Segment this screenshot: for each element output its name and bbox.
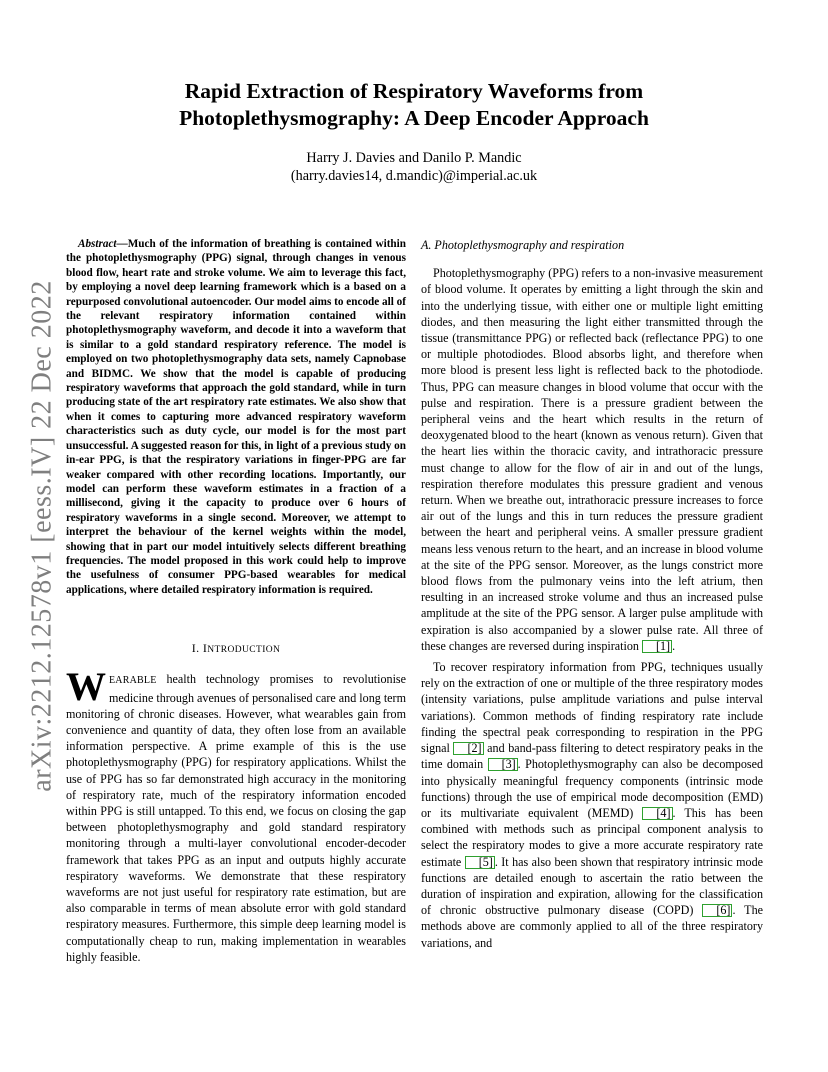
ppg-paragraph-2-part-2: and band-pass filtering to detect respiratory peaks in the time domain [421, 741, 763, 772]
subsection-heading-ppg-respiration: A. Photoplethysmography and respiration [421, 238, 625, 252]
citation-link-2[interactable]: [2] [453, 742, 483, 755]
author-names: Harry J. Davies and Danilo P. Mandic [306, 150, 522, 166]
author-block [60, 149, 768, 185]
citation-link-6[interactable]: [6] [702, 904, 732, 917]
ppg-paragraph-2-part-4: . This has been combined with methods such as principal component analysis to select the respiratory modes to give a more accurate respiratory rate estimate [421, 805, 763, 869]
ppg-paragraph-2 [421, 659, 763, 951]
citation-link-1[interactable]: [1] [642, 640, 672, 653]
abstract [66, 237, 406, 597]
section-heading-introduction [66, 640, 406, 658]
ppg-paragraph-1-end: . [672, 638, 676, 653]
title-line-2: Photoplethysmography: A Deep Encoder Approach [179, 106, 649, 130]
ppg-paragraph-2-part-5: . It has also been shown that respiratory intrinsic mode functions are detailed enough to ascertain the ratio between the duration of inspiration and expiration, allowing for the classification of chronic obstructive pulmonary disease (COPD) [421, 854, 763, 918]
ppg-paragraph-2-part-1: To recover respiratory information from PPG, techniques usually rely on the extraction of one or multiple of the three respiratory modes (intensity variations, pulse amplitude variations and pulse interval variations). Common methods of finding respiratory rate include finding the spectral peak corresponding to respiration in the PPG signal [421, 660, 763, 756]
ppg-paragraph-1 [421, 265, 763, 654]
citation-link-4[interactable]: [4] [642, 807, 672, 820]
ppg-paragraph-2-part-6: . The methods above are commonly applied to all of the three respiratory variations, and [421, 903, 763, 950]
drop-cap: W [66, 664, 106, 710]
section-title-smallcaps: NTRODUCTION [207, 645, 281, 656]
ppg-paragraph-1-text: Photoplethysmography (PPG) refers to a non-invasive measurement of blood volume. It operates by emitting a light through the skin and into the underlying tissue, with either one or multiple light emitting diodes, and then measuring the light either transmitted through the tissue (transmittance PPG) or reflected back (reflectance PPG) to one or multiple photodiodes. Blood absorbs light, and therefore when more blood is present less light is reflected back to the photodiode. Thus, PPG can measure changes in blood volume that occur with the pulse and respiration. There is a pressure gradient between the peripheral veins and the heart which results in the return of deoxygenated blood to the heart (known as venous return). Given that the heart lies within the thoracic cavity, and intrathoracic pressure must change to allow for the flow of air in and out of the lungs, respiration therefore modulates this pressure gradient and venous return. When we breathe out, intrathoracic pressure increases to force air out of the lungs and this in turn reduces the pressure gradient between the heart and peripheral veins. A smaller pressure gradient means less venous return to the heart, and an increase in blood volume at the site of the PPG sensor. Moreover, as the lungs constrict more blood flows from the pulmonary veins into the left atrium, then resulting in an increased stroke volume and thus an increased pulse amplitude at the site of the PPG sensor. A larger pulse amplitude with expiration is also accompanied by a slower pulse rate. All three of these changes are reversed during inspiration [421, 266, 763, 653]
section-numeral: I. I [191, 641, 208, 656]
intro-smallcaps-word: EARABLE [109, 675, 157, 687]
title-line-1: Rapid Extraction of Respiratory Waveforms from [184, 79, 644, 103]
paper-header [60, 78, 768, 185]
left-column [66, 237, 406, 965]
citation-link-3[interactable]: [3] [488, 758, 518, 771]
intro-text: health technology promises to revolutionise medicine through avenues of personalised care and long term monitoring of chronic diseases. However, what wearables gain from convenience and quantity of data, they often lose from an available information perspective. A prime example of this is the use photoplethysmography (PPG) for respiratory applications. Whilst the use of PPG has so far demonstrated high accuracy in the monitoring of respiratory rate, much of the respiratory information encoded within PPG is still untapped. To this end, we focus on closing the gap between photoplethysmography and gold standard respiratory monitoring through a multi-layer convolutional encoder-decoder framework that takes PPG as an input and outputs highly accurate respiratory waveforms. We demonstrate that these respiratory waveforms are not just useful for respiratory rate estimation, but are also comparable in terms of mean absolute error with gold standard respiratory measures. Furthermore, this simple deep learning model is computationally cheap to run, making implementation in wearables highly feasible. [66, 672, 406, 964]
arxiv-identifier-text: arXiv:2212.12578v1 [eess.IV] 22 Dec 2022 [27, 280, 59, 792]
author-emails: (harry.davies14, d.mandic)@imperial.ac.uk [290, 168, 538, 184]
introduction-paragraph [66, 664, 406, 965]
citation-link-5[interactable]: [5] [465, 856, 495, 869]
ppg-paragraph-2-part-3: . Photoplethysmography can also be decomposed into physically meaningful frequency components (intrinsic mode functions) through the use of empirical mode decomposition (EMD) or its multivariate equivalent (MEMD) [421, 757, 763, 820]
paper-title [60, 78, 768, 132]
right-column [421, 237, 763, 951]
abstract-text: —Much of the information of breathing is contained within the photoplethysmography (PPG) signal, through changes in venous blood flow, heart rate and stroke volume. We aim to leverage this fact, by employing a novel deep learning framework which is a based on a repurposed convolutional autoencoder. Our model aims to encode all of the relevant respiratory information contained within photoplethysmography waveform, and decode it into a waveform that is similar to a gold standard respiratory reference. The model is employed on two photoplethysmography data sets, namely Capnobase and BIDMC. We show that the model is capable of producing respiratory waveforms that approach the gold standard, while in turn producing state of the art respiratory rate estimates. We also show that when it comes to capturing more advanced respiratory waveform characteristics such as duty cycle, our model is for the most part unsuccessful. A suggested reason for this, in light of a previous study on in-ear PPG, is that the respiratory variations in finger-PPG are far weaker compared with other recording locations. Importantly, our model can perform these waveform estimates in a fraction of a millisecond, giving it the capacity to produce over 6 hours of respiratory waveforms in a single second. Moreover, we attempt to interpret the behaviour of the kernel weights within the model, showing that in part our model intuitively selects different breathing frequencies. The model proposed in this work could help to improve the usefulness of consumer PPG-based wearables for medical applications, where detailed respiratory information is required. [66, 238, 406, 596]
arxiv-identifier-stamp [18, 282, 68, 790]
abstract-label: Abstract [78, 238, 117, 250]
